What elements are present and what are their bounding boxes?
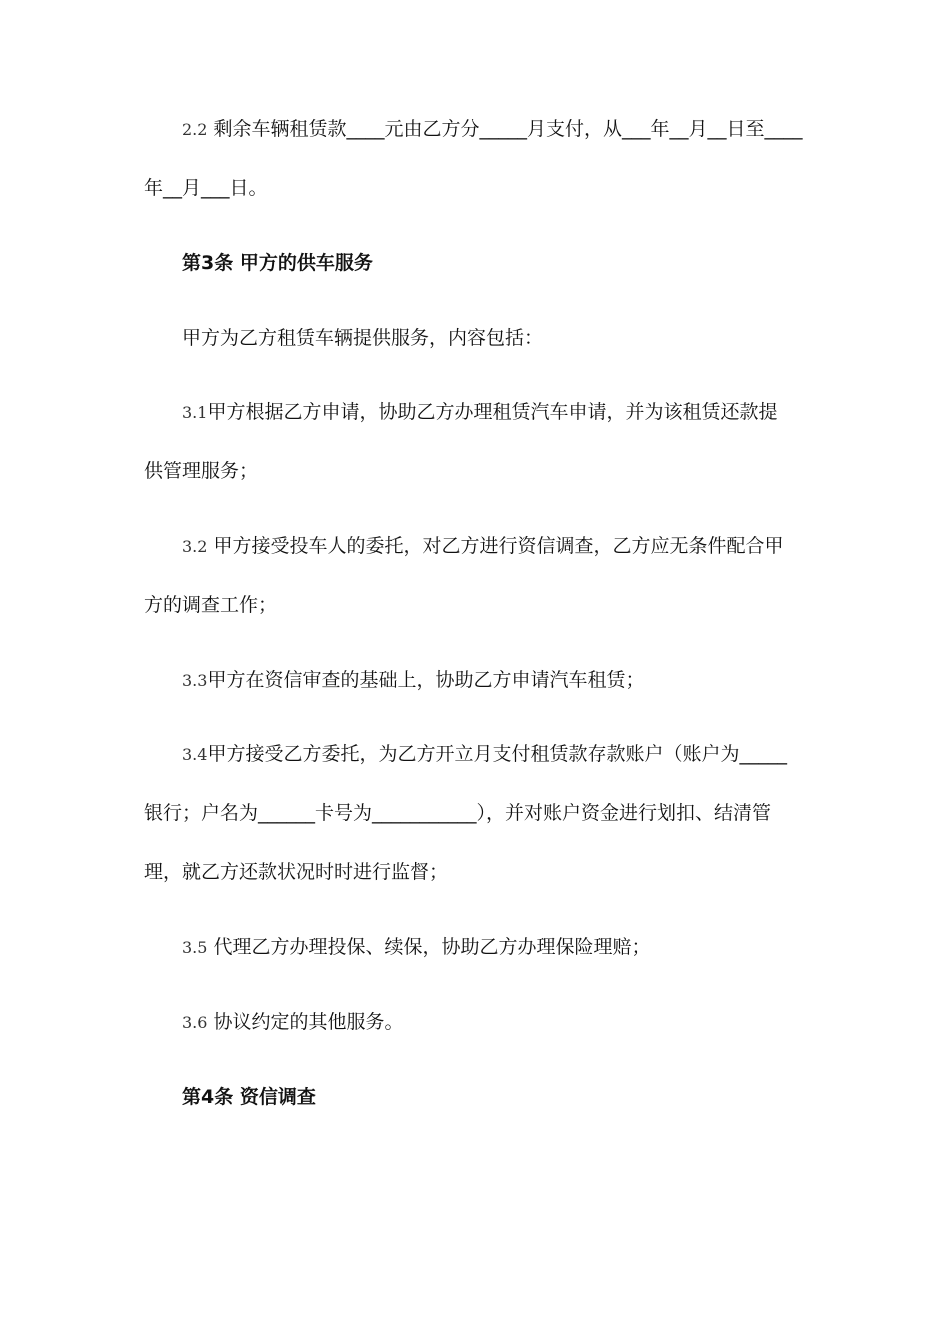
clause-2-2-line-1 (182, 116, 804, 143)
heading-text: 第4条 资信调查 (182, 1086, 316, 1108)
clause-text: 供管理服务； (144, 460, 259, 482)
clause-number: 3.4 (182, 745, 208, 764)
clause-3-2-line-2 (144, 592, 804, 618)
article-3-intro (182, 325, 804, 351)
clause-number: 3.2 (182, 537, 208, 556)
clause-text: 协议约定的其他服务。 (207, 1011, 404, 1033)
article-4-heading (182, 1084, 804, 1110)
clause-text: 银行；户名为______卡号为___________），并对账户资金进行划扣、结清管 (144, 802, 772, 824)
clause-3-5 (182, 934, 804, 961)
clause-number: 2.2 (182, 120, 208, 139)
clause-text: 甲方接受投车人的委托，对乙方进行资信调查，乙方应无条件配合甲 (207, 535, 784, 557)
clause-number: 3.5 (182, 938, 208, 957)
clause-3-1-line-2 (144, 458, 804, 484)
clause-3-3 (182, 667, 804, 694)
clause-text: 方的调查工作； (144, 594, 278, 616)
paragraph-text: 甲方为乙方租赁车辆提供服务，内容包括： (182, 327, 544, 349)
clause-text: 代理乙方办理投保、续保，协助乙方办理保险理赔； (207, 936, 651, 958)
clause-2-2-line-2 (144, 175, 804, 201)
clause-3-4-line-2 (144, 800, 804, 826)
clause-text: 甲方接受乙方委托，为乙方开立月支付租赁款存款账户（账户为_____ (207, 743, 787, 765)
clause-text: 剩余车辆租赁款____元由乙方分_____月支付，从___年__月__日至____ (207, 118, 803, 140)
clause-number: 3.3 (182, 671, 208, 690)
heading-text: 第3条 甲方的供车服务 (182, 252, 373, 274)
clause-text: 甲方在资信审查的基础上，协助乙方申请汽车租赁； (207, 669, 645, 691)
clause-text: 年__月___日。 (144, 177, 268, 199)
clause-3-4-line-3 (144, 859, 804, 885)
clause-3-1-line-1 (182, 399, 804, 426)
clause-3-6 (182, 1009, 804, 1036)
clause-text: 理，就乙方还款状况时时进行监督； (144, 861, 449, 883)
clause-text: 甲方根据乙方申请，协助乙方办理租赁汽车申请，并为该租赁还款提 (207, 401, 778, 423)
clause-number: 3.6 (182, 1013, 208, 1032)
article-3-heading (182, 250, 804, 276)
clause-3-4-line-1 (182, 741, 804, 768)
clause-3-2-line-1 (182, 533, 804, 560)
clause-number: 3.1 (182, 403, 208, 422)
